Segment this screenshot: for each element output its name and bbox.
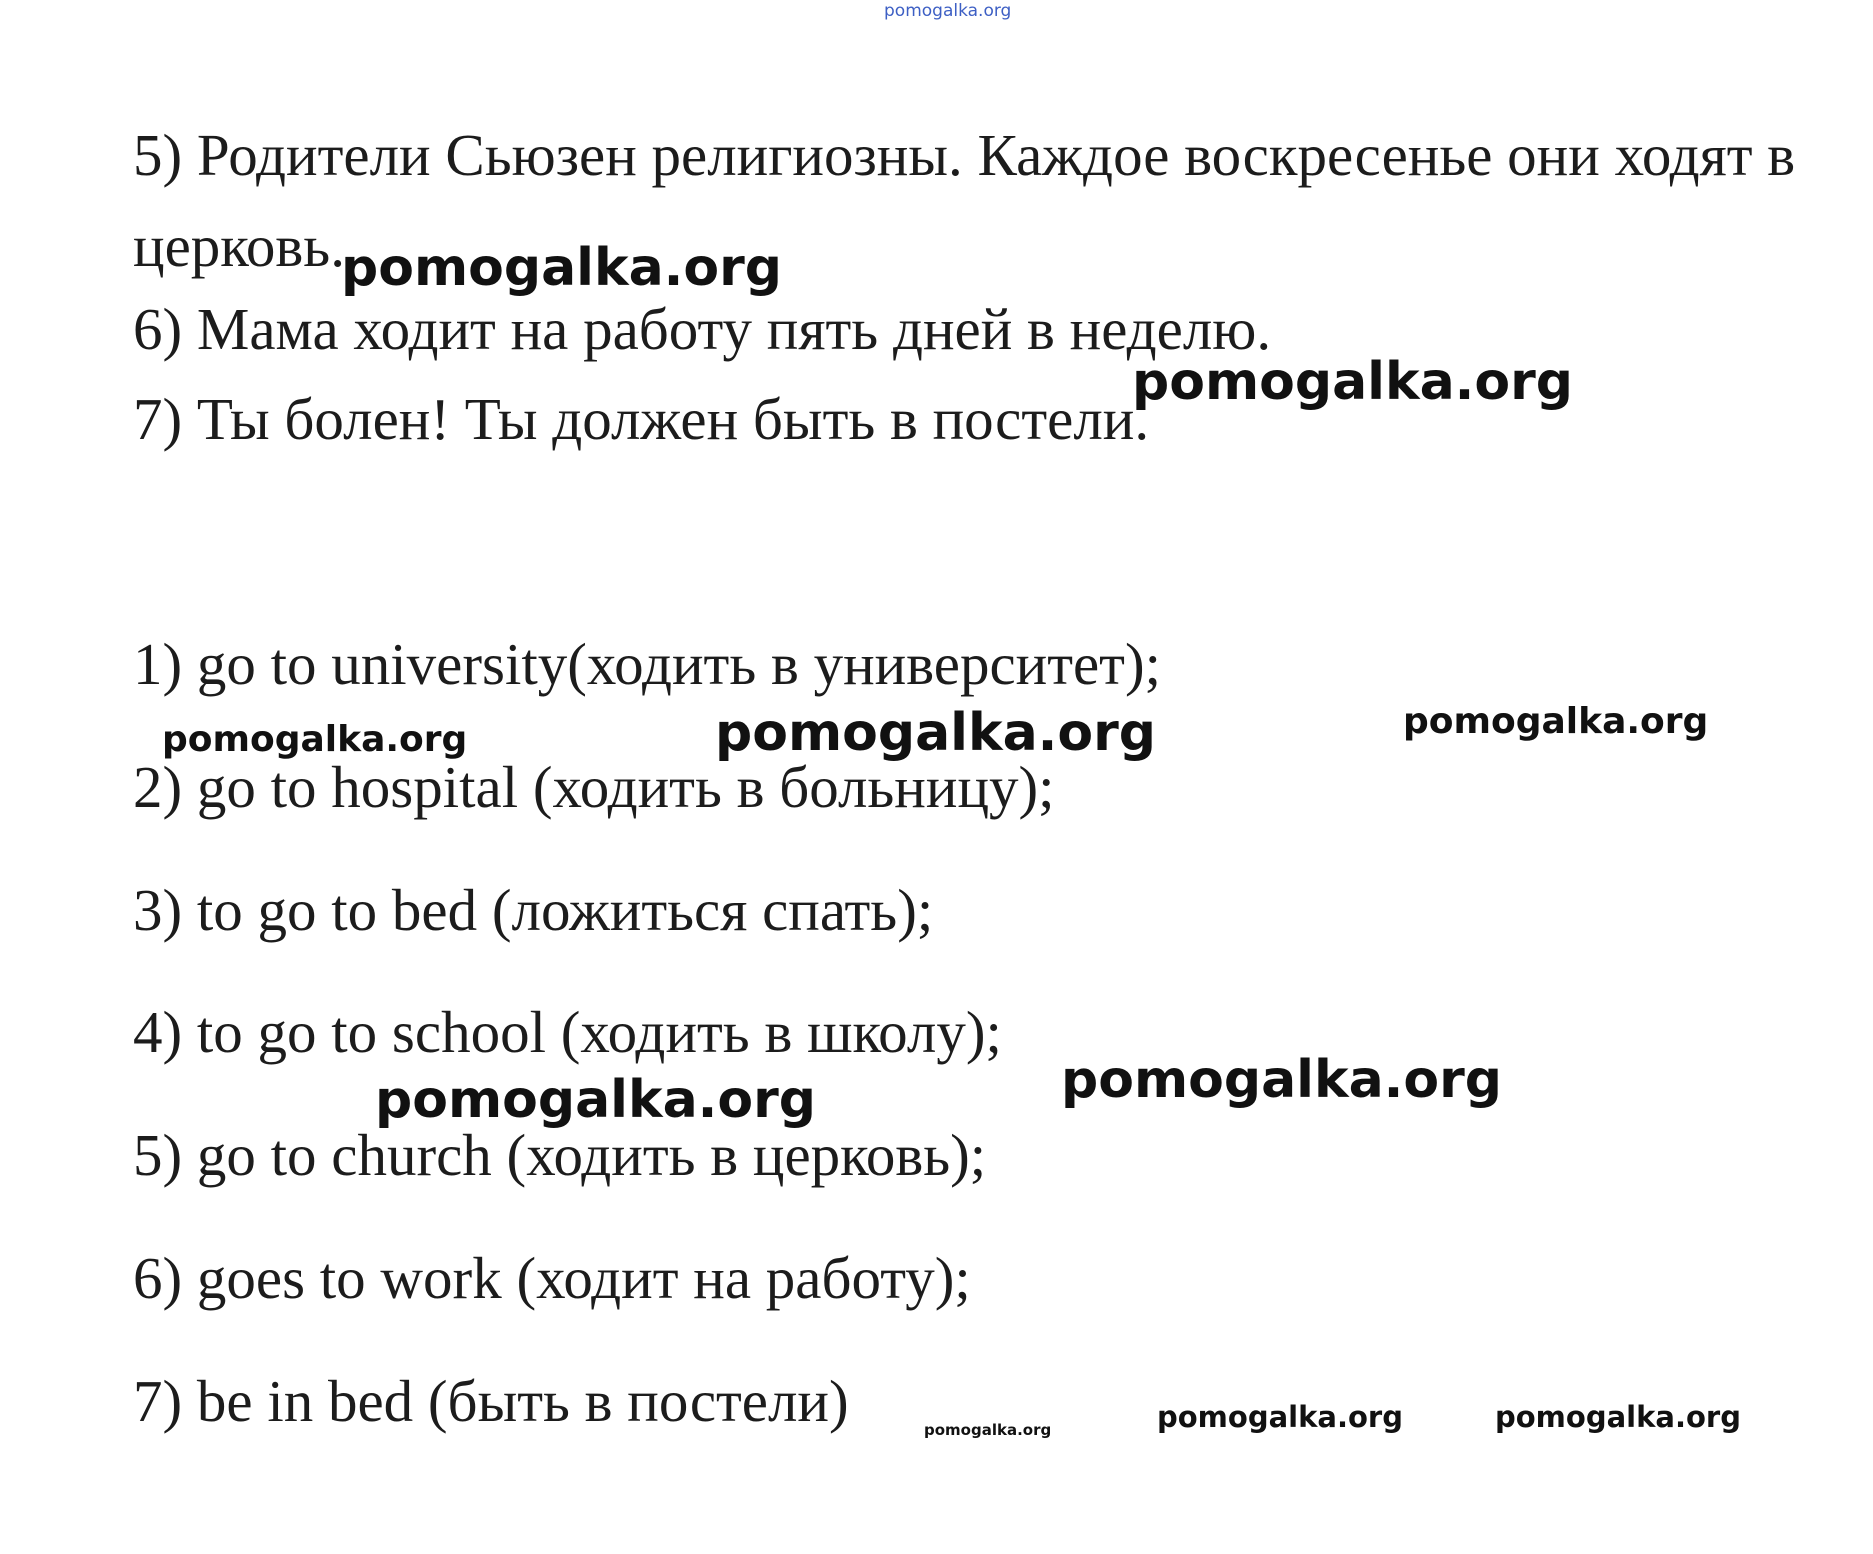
watermark: pomogalka.org xyxy=(924,1421,1052,1439)
answer-6: 6) goes to work (ходит на работу); xyxy=(133,1245,971,1311)
answer-3: 3) to go to bed (ложиться спать); xyxy=(133,877,934,943)
watermark: pomogalka.org xyxy=(1495,1400,1741,1434)
watermark: pomogalka.org xyxy=(1132,352,1574,412)
watermark: pomogalka.org xyxy=(375,1070,817,1130)
watermark: pomogalka.org xyxy=(1157,1400,1403,1434)
answer-5: 5) go to church (ходить в церковь); xyxy=(133,1122,987,1188)
sentence-5-line-2: церковь. xyxy=(133,213,345,279)
watermark: pomogalka.org xyxy=(715,703,1157,763)
header-watermark: pomogalka.org xyxy=(884,1,1012,21)
sentence-7: 7) Ты болен! Ты должен быть в постели. xyxy=(133,386,1150,452)
answer-2: 2) go to hospital (ходить в больницу); xyxy=(133,754,1055,820)
answer-4: 4) to go to school (ходить в школу); xyxy=(133,999,1002,1065)
answer-7: 7) be in bed (быть в постели) xyxy=(133,1368,849,1434)
watermark: pomogalka.org xyxy=(1061,1050,1503,1110)
watermark: pomogalka.org xyxy=(1403,701,1709,742)
sentence-6: 6) Мама ходит на работу пять дней в неделю. xyxy=(133,296,1272,362)
sentence-5-line-1: 5) Родители Сьюзен религиозны. Каждое воскресенье они ходят в xyxy=(133,122,1796,188)
watermark: pomogalka.org xyxy=(341,238,783,298)
answer-1: 1) go to university(ходить в университет); xyxy=(133,631,1162,697)
watermark: pomogalka.org xyxy=(162,719,468,760)
